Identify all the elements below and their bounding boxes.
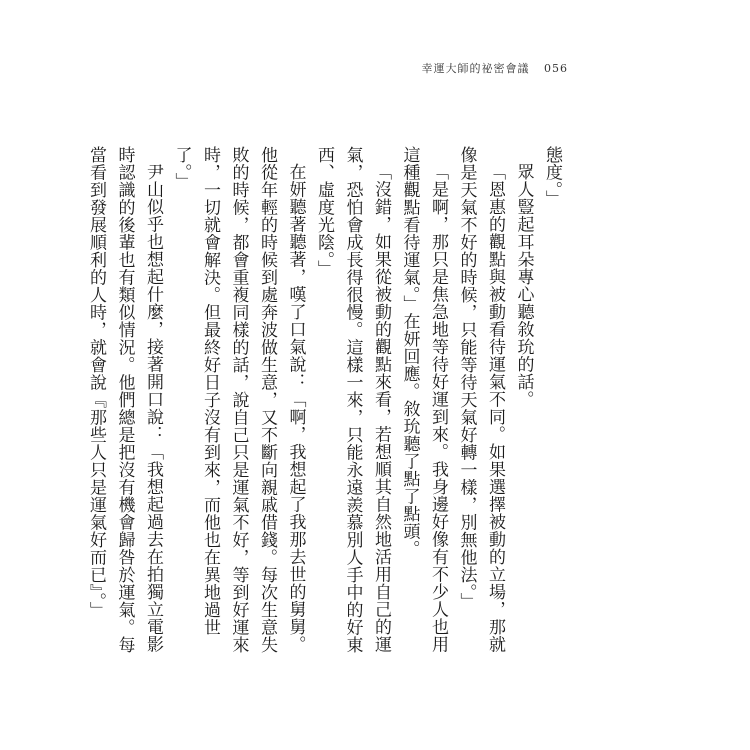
paragraph-6: 在妍聽著聽著，嘆了口氣說：「啊，我想起了我那去世的舅舅。他從年輕的時候到處奔波做生意，又不斷向親戚借錢。每次生意失敗的時候，都會重複同樣的話，說自己只是運氣不好，等到好運來時，一切就會解決。但最終好日子沒有到來，而他也在異地過世了。」 [171, 146, 306, 654]
book-title: 幸運大師的祕密會議 [421, 62, 530, 75]
paragraph-4: 「是啊，那只是焦急地等待好運到來。我身邊好像有不少人也用這種觀點看待運氣。」在妍回應。敘玧聽了點了點頭。 [399, 146, 448, 653]
paragraph-3: 「恩惠的觀點與被動看待運氣不同。如果選擇被動的立場，那就像是天氣不好的時候，只能等待天氣好轉一樣，別無他法。」 [456, 146, 505, 653]
paragraph-5: 「沒錯，如果從被動的觀點來看，若想順其自然地活用自己的運氣，恐怕會成長得很慢。這樣一來，只能永遠羨慕別人手中的好東西、虛度光陰。」 [314, 146, 391, 654]
paragraph-7: 尹山似乎也想起什麼，接著開口說：「我想起過去在拍獨立電影時認識的後輩也有類似情況。他們總是把沒有機會歸咎於運氣。每當看到發展順利的人時，就會說『那些人只是運氣好而已』。」 [86, 146, 163, 654]
page-number: 056 [544, 62, 568, 75]
paragraph-2: 眾人豎起耳朵專心聽敘玧的話。 [513, 163, 534, 408]
running-header [422, 60, 569, 76]
paragraph-1: 態度。」 [542, 146, 562, 208]
vertical-body-text [82, 146, 567, 666]
